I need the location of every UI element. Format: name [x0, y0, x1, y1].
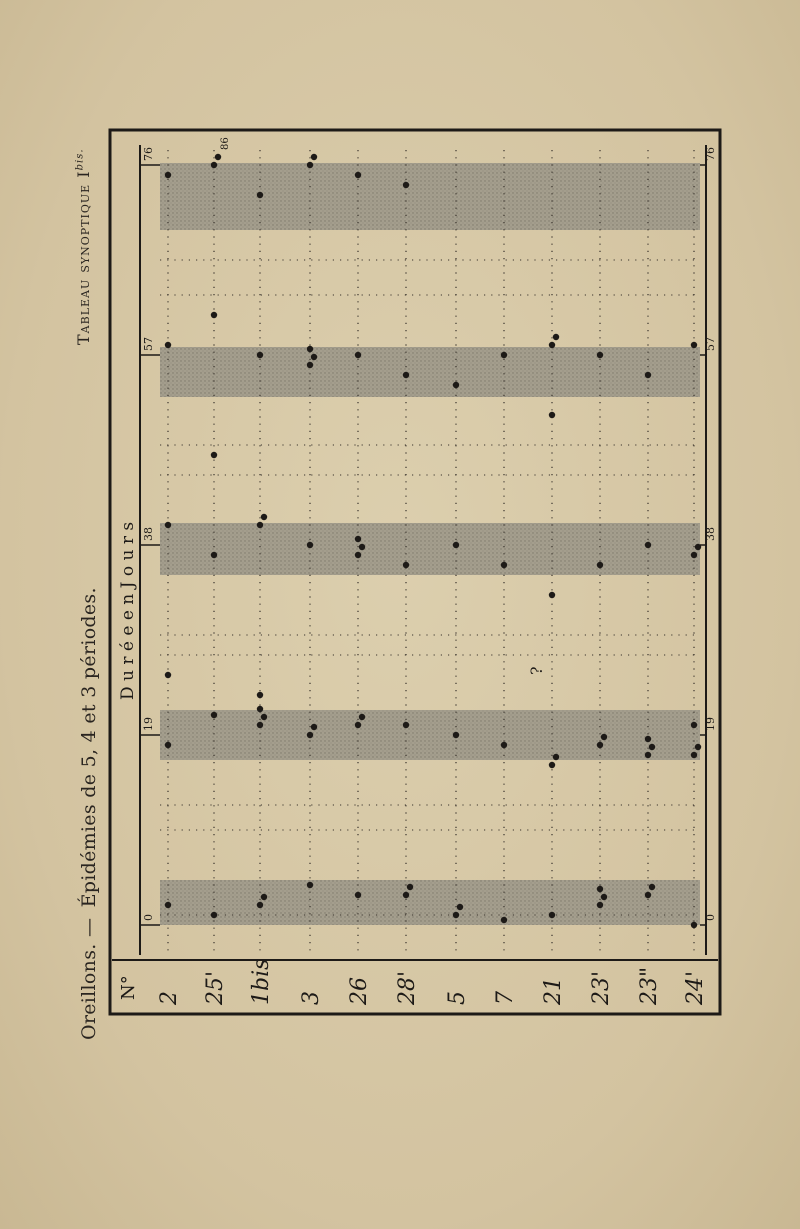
- case-dot: [597, 742, 603, 748]
- row-label: 2: [157, 991, 182, 1005]
- case-dot: [165, 902, 171, 908]
- side-title-sup: bis.: [74, 148, 86, 171]
- case-dot: [355, 536, 361, 542]
- case-dot: [691, 722, 697, 728]
- period-band: [160, 163, 700, 230]
- case-dot: [645, 736, 651, 742]
- case-dot: [261, 514, 267, 520]
- case-dot: [549, 412, 555, 418]
- case-dot: [549, 762, 555, 768]
- period-band: [160, 880, 700, 925]
- case-dot: [553, 754, 559, 760]
- caption-title: Épidémies de 5, 4 et 3 périodes.: [78, 587, 100, 908]
- case-dot: [257, 192, 263, 198]
- period-band: [160, 523, 700, 575]
- case-dot: [549, 912, 555, 918]
- case-dot: [311, 354, 317, 360]
- case-dot: [307, 362, 313, 368]
- tick-label-bottom: 0: [704, 914, 717, 921]
- case-dot: [355, 892, 361, 898]
- case-dot: [597, 886, 603, 892]
- case-dot: [359, 714, 365, 720]
- case-dot: [597, 562, 603, 568]
- case-dot: [601, 894, 607, 900]
- case-dot: [311, 724, 317, 730]
- case-dot: [403, 892, 409, 898]
- case-dot: [553, 334, 559, 340]
- case-dot: [257, 902, 263, 908]
- tick-label-top: 76: [142, 147, 155, 161]
- row-label: 7: [493, 991, 518, 1005]
- case-dot: [501, 742, 507, 748]
- axis-title: D u r é e e n J o u r s: [118, 521, 138, 700]
- case-dot: [407, 884, 413, 890]
- row-label: 28': [395, 970, 420, 1005]
- row-labels: [118, 959, 708, 1006]
- case-dot: [453, 912, 459, 918]
- case-dot: [165, 672, 171, 678]
- case-dot: [307, 732, 313, 738]
- case-dot: [165, 742, 171, 748]
- case-dot: [403, 372, 409, 378]
- case-dot: [307, 882, 313, 888]
- case-dot: [211, 162, 217, 168]
- row-label: 5: [445, 991, 470, 1005]
- case-dot: [649, 744, 655, 750]
- case-dot: [211, 312, 217, 318]
- case-dot: [597, 902, 603, 908]
- case-dot: [691, 922, 697, 928]
- case-dot: [691, 752, 697, 758]
- case-dot: [307, 346, 313, 352]
- case-dot: [453, 732, 459, 738]
- case-dot: [649, 884, 655, 890]
- row-label: 21: [541, 977, 566, 1005]
- case-dot: [403, 182, 409, 188]
- case-dot: [355, 552, 361, 558]
- tick-label-bottom: 76: [704, 147, 717, 161]
- period-band: [160, 710, 700, 760]
- case-dot: [359, 544, 365, 550]
- case-dot: [501, 562, 507, 568]
- case-dot: [453, 542, 459, 548]
- case-dot: [453, 382, 459, 388]
- case-dot: [307, 542, 313, 548]
- case-dot: [501, 352, 507, 358]
- case-dot: [691, 342, 697, 348]
- case-dot: [165, 522, 171, 528]
- row-label: 23': [589, 970, 614, 1005]
- row-label: 3: [299, 991, 324, 1005]
- case-dot: [601, 734, 607, 740]
- row-label: 1bis: [249, 958, 274, 1005]
- case-dot: [403, 722, 409, 728]
- case-dot: [257, 692, 263, 698]
- case-dot: [257, 522, 263, 528]
- tick-label-top: 57: [142, 337, 155, 351]
- case-dot: [645, 752, 651, 758]
- tick-label-top: 19: [142, 717, 155, 731]
- case-dot: [645, 892, 651, 898]
- case-dot: [165, 172, 171, 178]
- case-dot: [695, 544, 701, 550]
- case-dot: [211, 452, 217, 458]
- case-dot: [645, 542, 651, 548]
- case-dot: [549, 342, 555, 348]
- case-dot: [695, 744, 701, 750]
- tick-label-top: 0: [142, 914, 155, 921]
- caption-lead: Oreillons. —: [78, 917, 100, 1040]
- row-label: 24': [683, 970, 708, 1005]
- case-dot: [355, 172, 361, 178]
- case-dot: [307, 162, 313, 168]
- header-no: N°: [118, 975, 139, 1000]
- case-dot: [257, 722, 263, 728]
- case-dot: [549, 592, 555, 598]
- case-dot: [645, 372, 651, 378]
- case-dot: [501, 917, 507, 923]
- case-dot: [403, 562, 409, 568]
- question-mark: ?: [527, 666, 546, 675]
- case-dot: [355, 352, 361, 358]
- case-dot: [215, 154, 221, 160]
- case-dot: [211, 712, 217, 718]
- row-label: 26: [347, 977, 372, 1005]
- case-dot: [355, 722, 361, 728]
- period-bands: [160, 163, 700, 925]
- tick-label-bottom: 19: [704, 717, 717, 731]
- period-band: [160, 347, 700, 397]
- case-dot: [311, 154, 317, 160]
- extra-top-label: 86: [220, 137, 231, 150]
- case-dot: [257, 706, 263, 712]
- case-dot: [211, 552, 217, 558]
- case-dot: [691, 552, 697, 558]
- side-title-text: Tableau synoptique I: [74, 170, 93, 345]
- case-dot: [257, 352, 263, 358]
- case-dot: [457, 904, 463, 910]
- case-dot: [261, 714, 267, 720]
- case-dot: [597, 352, 603, 358]
- row-label: 23": [637, 966, 662, 1005]
- row-label: 25': [203, 970, 228, 1005]
- case-dot: [165, 342, 171, 348]
- tick-label-top: 38: [142, 527, 155, 541]
- case-dot: [211, 912, 217, 918]
- tick-label-bottom: 57: [704, 337, 717, 351]
- tick-label-bottom: 38: [704, 527, 717, 541]
- case-dot: [261, 894, 267, 900]
